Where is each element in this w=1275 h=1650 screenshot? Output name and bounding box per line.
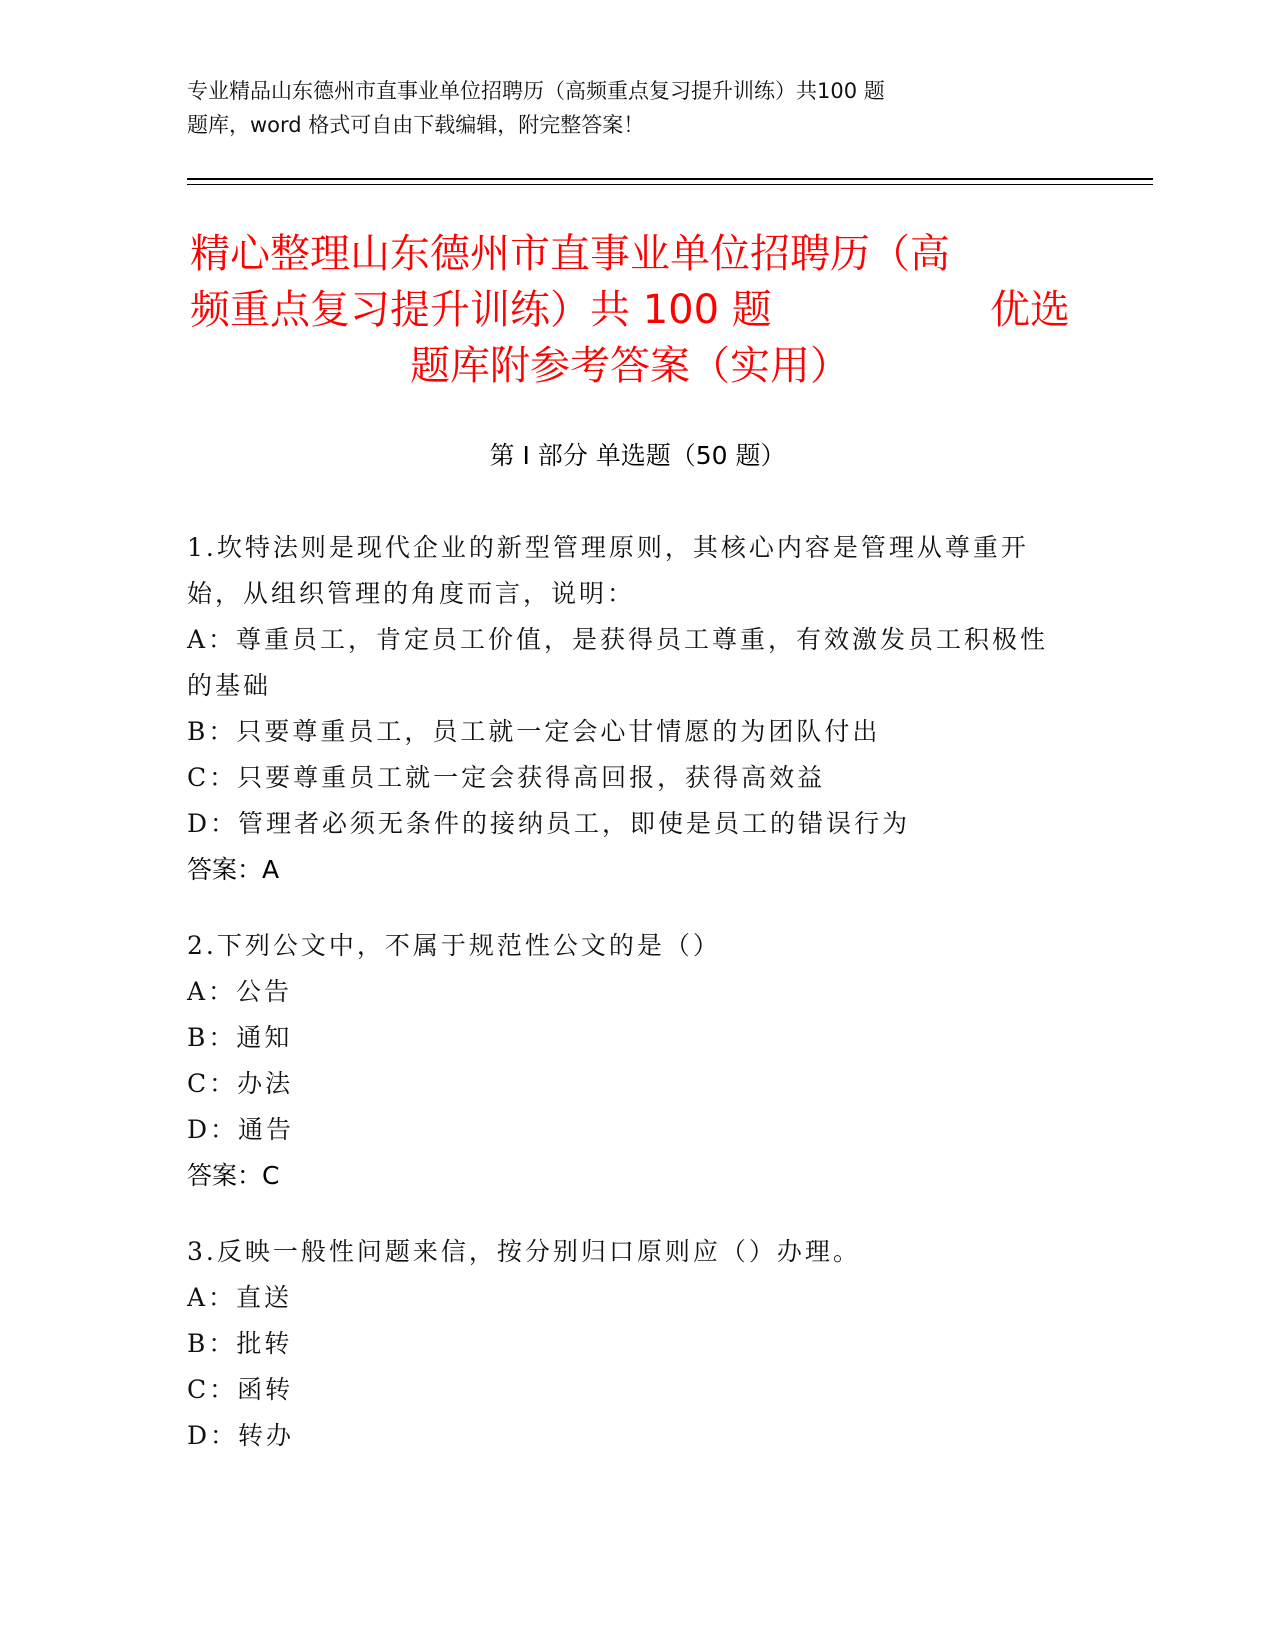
option-line: A：直送 [187, 1283, 293, 1312]
header-note-line: 专业精品山东德州市直事业单位招聘历（高频重点复习提升训练）共100 题 [187, 79, 885, 103]
question-stem-line: 1.坎特法则是现代企业的新型管理原则，其核心内容是管理从尊重开 [187, 533, 1029, 562]
option-line: B：通知 [187, 1023, 293, 1052]
title-line-left: 频重点复习提升训练）共 100 题 [190, 287, 772, 333]
title-line: 题库附参考答案（实用） [410, 343, 850, 389]
option-line: B：只要尊重员工，员工就一定会心甘情愿的为团队付出 [187, 717, 881, 746]
option-line: A：公告 [187, 977, 293, 1006]
header-divider-thick [187, 178, 1153, 180]
option-line: C：办法 [187, 1069, 294, 1098]
option-line: D：管理者必须无条件的接纳员工，即使是员工的错误行为 [187, 809, 911, 838]
option-line: C：只要尊重员工就一定会获得高回报，获得高效益 [187, 763, 826, 792]
option-line: B：批转 [187, 1329, 293, 1358]
question-1 [187, 525, 1087, 893]
title-line [190, 282, 1070, 338]
question-list [187, 525, 1087, 1489]
section-heading: 第 I 部分 单选题（50 题） [489, 441, 786, 470]
answer-line: 答案：A [187, 855, 280, 884]
title-line: 精心整理山东德州市直事业单位招聘历（高 [190, 231, 950, 277]
header-note-line: 题库，word 格式可自由下载编辑，附完整答案！ [187, 113, 645, 137]
question-stem-line: 始，从组织管理的角度而言，说明： [187, 579, 636, 608]
option-line: D：通告 [187, 1115, 295, 1144]
document-title [190, 226, 1070, 394]
header-note [187, 74, 1017, 142]
question-2 [187, 923, 1087, 1199]
option-line: 的基础 [187, 671, 272, 700]
option-line: C：函转 [187, 1375, 294, 1404]
answer-line: 答案：C [187, 1161, 280, 1190]
header-divider-thin [187, 184, 1153, 185]
question-3 [187, 1229, 1087, 1459]
question-stem-line: 2.下列公文中，不属于规范性公文的是（） [187, 931, 721, 960]
option-line: D：转办 [187, 1421, 295, 1450]
option-line: A：尊重员工，肯定员工价值，是获得员工尊重，有效激发员工积极性 [187, 625, 1049, 654]
question-stem-line: 3.反映一般性问题来信，按分别归口原则应（）办理。 [187, 1237, 861, 1266]
title-line-right: 优选 [990, 287, 1070, 333]
